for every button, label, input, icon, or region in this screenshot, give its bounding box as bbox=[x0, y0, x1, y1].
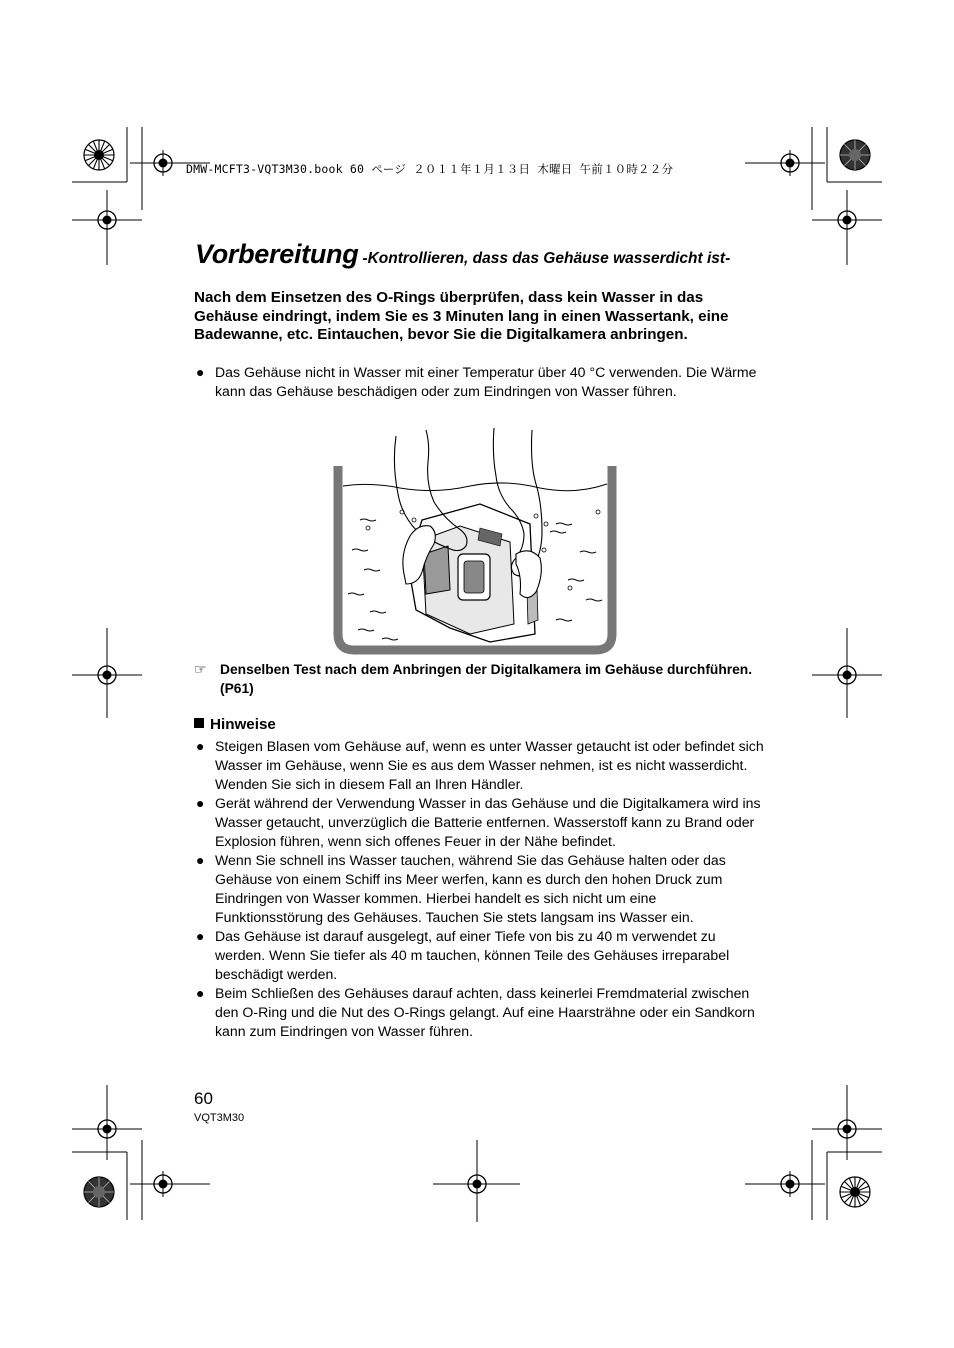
notes-heading bbox=[194, 716, 276, 733]
note-text: Beim Schließen des Gehäuses darauf achten, dass keinerlei Fremdmaterial zwischen den O-Ring und die Nut des O-Rings gelangt. Auf eine Haarsträhne oder ein Sandkorn kann zum Eindringen von Wasser führen. bbox=[215, 985, 755, 1039]
water-tank-illustration bbox=[330, 424, 620, 656]
bullet-icon: ● bbox=[196, 985, 205, 1001]
note-text: Wenn Sie schnell ins Wasser tauchen, während Sie das Gehäuse halten oder das Gehäuse von einem Schiff ins Meer werfen, kann es durch den hohen Druck zum Eindringen von Wasser kommen. Hierbei handelt es sich nicht um eine Funktionsstörung des Gehäuses. Tauchen Sie stets langsam ins Wasser ein. bbox=[215, 852, 726, 925]
square-bullet-icon bbox=[194, 718, 204, 728]
list-item bbox=[194, 984, 764, 1041]
intro-bullet-list bbox=[194, 363, 764, 401]
section-title bbox=[195, 239, 730, 270]
reference-text: Denselben Test nach dem Anbringen der Digitalkamera im Gehäuse durchführen. (P61) bbox=[220, 662, 753, 696]
list-item bbox=[194, 363, 764, 401]
notes-heading-text: Hinweise bbox=[210, 716, 276, 733]
bullet-icon: ● bbox=[196, 738, 205, 754]
note-text: Gerät während der Verwendung Wasser in das Gehäuse und die Digitalkamera wird ins Wasser getaucht, unverzüglich die Batterie entfernen. Wasserstoff kann zu Brand oder Explosion führen, wenn sich offenes Feuer in der Nähe befindet. bbox=[215, 795, 761, 849]
bullet-icon: ● bbox=[196, 928, 205, 944]
title-main: Vorbereitung bbox=[195, 239, 359, 269]
file-info-line: DMW-MCFT3-VQT3M30.book 60 ページ ２０１１年１月１３日 木曜日 午前１０時２２分 bbox=[186, 162, 674, 176]
page-number: 60 bbox=[194, 1089, 213, 1108]
list-item bbox=[194, 927, 764, 984]
bullet-icon: ● bbox=[196, 852, 205, 868]
document-code: VQT3M30 bbox=[194, 1112, 245, 1124]
bullet-icon: ● bbox=[196, 795, 205, 811]
note-text: Steigen Blasen vom Gehäuse auf, wenn es unter Wasser getaucht ist oder befindet sich Wasser im Gehäuse, wenn Sie es aus dem Wasser nehmen, ist es nicht wasserdicht. Wenden Sie sich in diesem Fall an Ihren Händler. bbox=[215, 738, 764, 792]
list-item bbox=[194, 851, 764, 927]
notes-list bbox=[194, 737, 764, 1041]
note-text: Das Gehäuse ist darauf ausgelegt, auf einer Tiefe von bis zu 40 m verwendet zu werden. Wenn Sie tiefer als 40 m tauchen, können Teile des Gehäuses irreparabel beschädigt werden. bbox=[215, 928, 730, 982]
list-item bbox=[194, 794, 764, 851]
intro-instruction: Nach dem Einsetzen des O-Rings überprüfen, dass kein Wasser in das Gehäuse eindringt, indem Sie es 3 Minuten lang in einen Wassertank, eine Badewanne, etc. Eintauchen, bevor Sie die Digitalkamera anbringen. bbox=[194, 289, 729, 344]
bullet-text: Das Gehäuse nicht in Wasser mit einer Temperatur über 40 °C verwenden. Die Wärme kann das Gehäuse beschädigen oder zum Eindringen von Wasser führen. bbox=[215, 364, 757, 399]
pointing-hand-icon: ☞ bbox=[194, 661, 207, 677]
reference-note bbox=[194, 660, 754, 698]
camera-housing-icon bbox=[408, 504, 538, 642]
title-subtitle: -Kontrollieren, dass das Gehäuse wasserdicht ist- bbox=[362, 250, 731, 267]
bullet-icon: ● bbox=[196, 364, 205, 380]
list-item bbox=[194, 737, 764, 794]
